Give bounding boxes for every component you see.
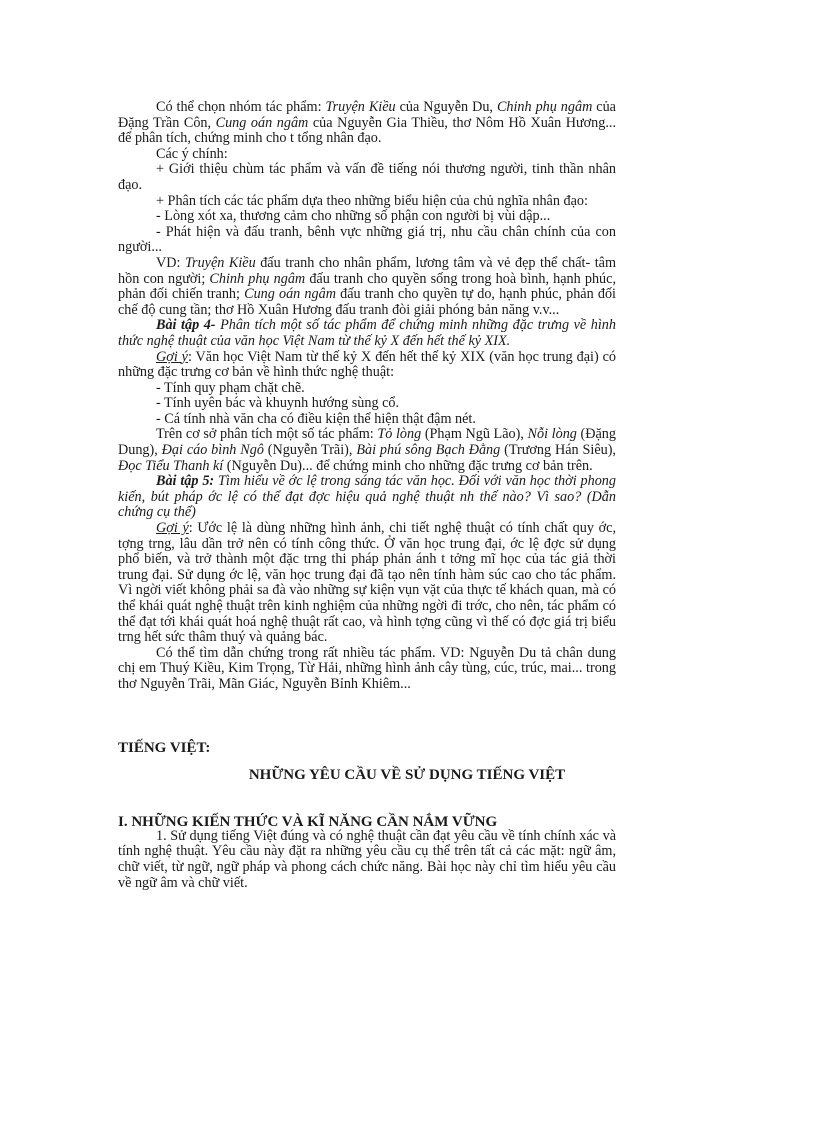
subsection-heading: I. NHỮNG KIẾN THỨC VÀ KĨ NĂNG CẦN NẮM VỮNG	[118, 813, 498, 830]
hint-5: Gợi ý: Ước lệ là dùng những hình ảnh, chi tiết nghệ thuật có tính chất quy ớc, tợng trng, lâu dần trở nên có tính công thức. Ở văn học trung đại, ớc lệ đợc sử dụng phổ biến, và trở thành một đặc trng thi pháp phản ánh t tởng mĩ học của tác giả thời trung đại. Sử dụng ớc lệ, văn học trung đại đã tạo nên tính hàm súc cao cho tác phẩm. Vì ngời viết không phải sa đà vào những sự kiện vụn vặt của thực tế khách quan, mà có thể khái quát nghệ thuật trên kinh nghiệm của những ngời đi trớc, cho nên, tác phẩm có thể đạt tới khái quát hoá nghệ thuật rất cao, và hình tợng cũng vì thế có đợc giá trị biểu trng hết sức thâm thuý và quảng bác.	[118, 520, 616, 646]
hint-4: Gợi ý: Văn học Việt Nam từ thế kỷ X đến hết thế kỷ XIX (văn học trung đại) có những đặc trưng cơ bản về hình thức nghệ thuật:	[118, 348, 616, 381]
document-page	[118, 100, 616, 891]
paragraph-main-ideas: Các ý chính:	[156, 145, 228, 162]
page-title: NHỮNG YÊU CẦU VỀ SỬ DỤNG TIẾNG VIỆT	[248, 767, 566, 784]
paragraph-intro-works: + Giới thiệu chùm tác phẩm và vấn đề tiếng nói thương người, tinh thần nhân đạo.	[118, 161, 616, 193]
exercise-5: Bài tập 5: Tìm hiểu về ớc lệ trong sáng tác văn học. Đối với văn học thời phong kiến, bút pháp ớc lệ có thể đạt đợc hiệu quả nghệ thuật nh thế nào? Vì sao? (Dẫn chứng cụ thể)	[118, 473, 616, 521]
section-heading: TIẾNG VIỆT:	[118, 739, 211, 756]
list-item-defend-values: - Phát hiện và đấu tranh, bênh vực những giá trị, nhu cầu chân chính của con người...	[118, 223, 616, 256]
paragraph-works-analysis: Trên cơ sở phân tích một số tác phẩm: Tỏ lòng (Phạm Ngũ Lão), Nỗi lòng (Đặng Dung), Đại cáo bình Ngô (Nguyễn Trãi), Bài phú sông Bạch Đằng (Trương Hán Siêu), Đọc Tiểu Thanh kí (Nguyễn Du)... để chứng minh cho những đặc trưng cơ bản trên.	[118, 426, 616, 474]
paragraph-works-selection: Có thể chọn nhóm tác phẩm: Truyện Kiều của Nguyễn Du, Chinh phụ ngâm của Đặng Trần Côn, Cung oán ngâm của Nguyễn Gia Thiều, thơ Nôm Hồ Xuân Hương... để phân tích, chứng minh cho t tổng nhân đạo.	[118, 99, 616, 147]
list-item-erudition: - Tính uyên bác và khuynh hướng sùng cổ.	[156, 395, 400, 412]
paragraph-example: VD: Truyện Kiều đấu tranh cho nhân phẩm, lương tâm và vẻ đẹp thể chất- tâm hồn con người; Chinh phụ ngâm đấu tranh cho quyền sống trong hoà bình, hạnh phúc, phản đối chiến tranh; Cung oán ngâm đấu tranh cho quyền tự do, hạnh phúc, phản đối chế độ cung tần; thơ Hồ Xuân Hương đấu tranh đòi giải phóng bản năng v.v...	[118, 254, 616, 318]
paragraph-requirements: 1. Sử dụng tiếng Việt đúng và có nghệ thuật cần đạt yêu cầu về tính chính xác và tính nghệ thuật. Yêu cầu này đặt ra những yêu cầu cụ thể trên tất cả các mặt: ngữ âm, chữ viết, từ ngữ, ngữ pháp và phong cách chức năng. Bài học này chỉ tìm hiểu yêu cầu về ngữ âm và chữ viết.	[118, 827, 616, 891]
list-item-compassion: - Lòng xót xa, thương cảm cho những số phận con người bị vùi dập...	[156, 208, 551, 225]
list-item-norms: - Tính quy phạm chặt chẽ.	[156, 379, 305, 396]
list-item-individuality: - Cá tính nhà văn cha có điều kiện thể hiện thật đậm nét.	[156, 410, 476, 427]
exercise-4: Bài tập 4- Phân tích một số tác phẩm để chứng minh những đặc trưng về hình thức nghệ thuật của văn học Việt Nam từ thế kỷ X đến hết thế kỷ XIX.	[118, 317, 616, 349]
paragraph-evidence: Có thể tìm dẫn chứng trong rất nhiều tác phẩm. VD: Nguyễn Du tả chân dung chị em Thuý Kiều, Kim Trọng, Từ Hải, những hình ảnh cây tùng, cúc, trúc, mai... trong thơ Nguyễn Trãi, Mãn Giác, Nguyễn Bỉnh Khiêm...	[118, 644, 616, 692]
paragraph-analysis: + Phân tích các tác phẩm dựa theo những biểu hiện của chủ nghĩa nhân đạo:	[156, 192, 588, 209]
